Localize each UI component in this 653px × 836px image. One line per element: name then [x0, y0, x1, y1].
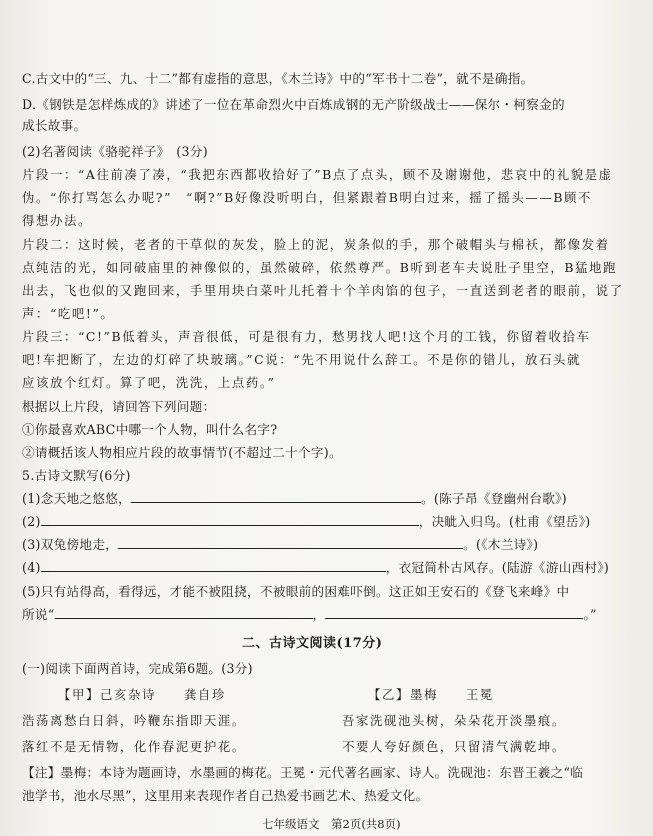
question-5-title: 5.古诗文默写(6分) [22, 468, 131, 483]
question-item-1: ①你最喜欢ABC中哪一个人物，叫什么名字? [22, 422, 278, 437]
excerpt-1-line3: 得想办法。 [22, 213, 92, 228]
poem-b-title: 【乙】墨梅 王冕 [368, 687, 494, 702]
option-d-line2: 成长故事。 [22, 118, 87, 133]
note-line2: 池学书，池水尽黑”，这里用来表现作者自己热爱书画艺术、热爱文化。 [22, 788, 429, 803]
poem-b-line1: 吾家洗砚池头树，朵朵花开淡墨痕。 [342, 713, 566, 728]
page-footer: 七年级语文 第2页(共8页) [262, 817, 401, 831]
poem-a-title: 【甲】己亥杂诗 龚自珍 [58, 687, 226, 702]
recite-5-line1: (5)只有站得高，看得远，才能不被阻挠，不被眼前的困难吓倒。这正如王安石的《登飞来峰》中 [22, 584, 570, 599]
excerpt-2-line3: 出去，飞也似的又跑回来，手里用块白菜叶儿托着十个羊肉馅的包子，一直送到老者的眼前，说了 [22, 283, 624, 298]
option-c: C.古文中的“三、九、十二”都有虚指的意思，《木兰诗》中的“军书十二卷”，就不是确指。 [22, 71, 534, 86]
excerpt-1-line2: 伪。“你打骂怎么办呢?” “啊?”B好像没听明白，但紧跟着B明白过来，摇了摇头——B顾不 [22, 190, 593, 205]
recite-1-blank[interactable] [131, 502, 421, 503]
recite-5-line2 [22, 606, 597, 624]
question-item-2: ②请概括该人物相应片段的故事情节(不超过二十个字)。 [22, 445, 342, 460]
recite-5-lead: 所说“ [22, 607, 55, 622]
excerpt-1-line1: 片段一：“A往前凑了凑，“我把东西都收拾好了”B点了点头，顾不及谢谢他，悲哀中的礼貌是虚 [22, 167, 613, 182]
note-line1: 【注】墨梅：本诗为题画诗，水墨画的梅花。王冕・元代著名画家、诗人。洗砚池：东晋王羲之“临 [22, 765, 584, 780]
recite-1-source: 。(陈子昂《登幽州台歌》) [421, 491, 567, 506]
excerpt-2-line1: 片段二：这时候，老者的干草似的灰发，脸上的泥，炭条似的手，那个破帽头与棉袄，都像发着 [22, 237, 610, 252]
recite-2-blank[interactable] [41, 525, 419, 526]
recite-4-prompt: (4) [22, 560, 41, 575]
recite-5-end: 。” [583, 607, 597, 622]
question-2-title: (2)名著阅读《骆驼祥子》 (3分) [22, 144, 208, 159]
recite-5-comma: ， [312, 607, 326, 622]
recite-3-blank[interactable] [118, 548, 463, 549]
poem-a-line1: 浩荡离愁白日斜，吟鞭东指即天涯。 [22, 713, 246, 728]
recite-5-blank-2[interactable] [325, 618, 583, 619]
recite-5-blank-1[interactable] [55, 618, 313, 619]
recite-4 [22, 559, 609, 577]
recite-2 [22, 513, 591, 531]
option-d-line1: D.《钢铁是怎样炼成的》讲述了一位在革命烈火中百炼成钢的无产阶级战士——保尔・柯察金的 [22, 97, 565, 112]
section-2-heading: 二、古诗文阅读(17分) [242, 636, 383, 651]
subsection-1-title: (一)阅读下面两首诗，完成第6题。(3分) [22, 661, 253, 676]
excerpt-2-line2: 点纯洁的光，如同破庙里的神像似的，虽然破碎，依然尊严。B听到老车夫说肚子里空，B猛地跑 [22, 260, 618, 275]
recite-3-prompt: (3)双兔傍地走， [22, 537, 119, 552]
question-intro: 根据以上片段，请回答下列问题： [22, 399, 216, 414]
recite-3 [22, 536, 538, 554]
excerpt-3-line3: 应该放个红灯。算了吧，洗洗，上点药。” [22, 375, 276, 390]
excerpt-2-line4: 声：“吃吧!”。 [22, 306, 115, 321]
recite-3-source: 。(《木兰诗》) [463, 537, 539, 552]
recite-2-prompt: (2) [22, 514, 41, 529]
recite-2-source: ，决眦入归鸟。(杜甫《望岳》) [418, 514, 591, 529]
recite-1 [22, 490, 567, 508]
recite-4-blank[interactable] [41, 571, 386, 572]
poem-a-line2: 落红不是无情物，化作春泥更护花。 [22, 739, 246, 754]
recite-4-source: ，衣冠简朴古风存。(陆游《游山西村》) [385, 560, 610, 575]
excerpt-3-line1: 片段三：“C!”B低着头，声音很低，可是很有力，愁男找人吧!这个月的工钱，你留着收拾车 [22, 329, 591, 344]
excerpt-3-line2: 吧!车把断了，左边的灯碎了块玻璃。”C说：“先不用说什么辞工。不是你的错儿，放石头就 [22, 352, 581, 367]
poem-b-line2: 不要人夸好颜色，只留清气满乾坤。 [342, 739, 566, 754]
recite-1-prompt: (1)念天地之悠悠， [22, 491, 131, 506]
